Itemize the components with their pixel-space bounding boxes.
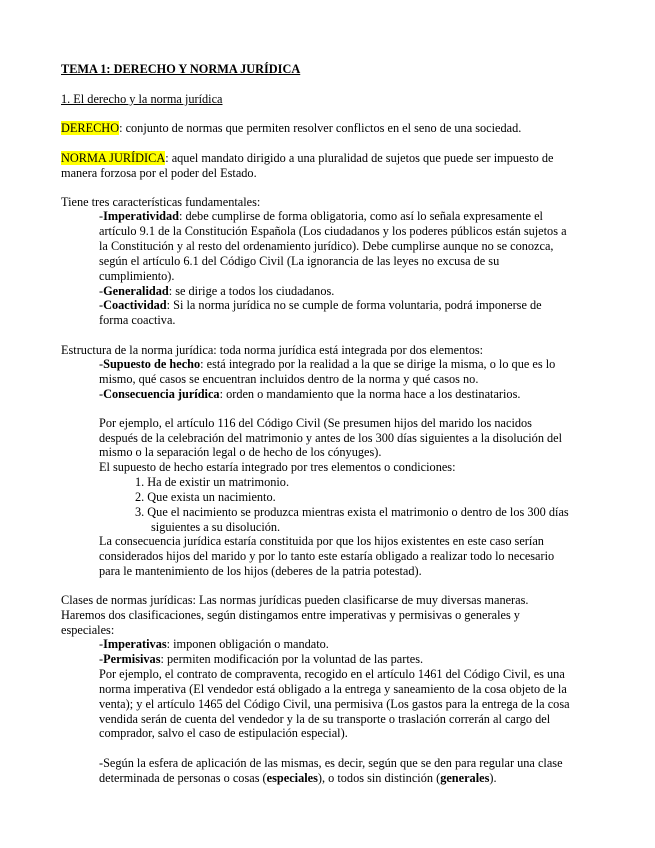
coactividad-line2: forma coactiva. <box>99 313 176 327</box>
clases-ejemplo-line3: venta); y el artículo 1465 del Código Civil, una permisiva (Los gastos para la entrega de la cosa <box>99 697 570 711</box>
imperatividad-line1: -Imperatividad: debe cumplirse de forma obligatoria, como así lo señala expresamente el <box>99 209 543 223</box>
highlight-derecho: DERECHO <box>61 121 120 135</box>
generalidad-line: -Generalidad: se dirige a todos los ciudadanos. <box>99 284 335 298</box>
clases-ejemplo-line2: norma imperativa (El vendedor está obligado a la entrega y saneamiento de la cosa objeto de la <box>99 682 567 696</box>
definition-norma-line1: NORMA JURÍDICA: aquel mandato dirigido a una pluralidad de sujetos que puede ser impuesto de <box>61 151 554 165</box>
ejemplo-line3: mismo o la separación legal o de hecho de los cónyuges). <box>99 445 382 459</box>
list-item: 3. Que el nacimiento se produzca mientras exista el matrimonio o dentro de los 300 días <box>135 505 569 519</box>
caracteristicas-intro: Tiene tres características fundamentales: <box>61 195 261 209</box>
imperativas-line: -Imperativas: imponen obligación o mandato. <box>99 637 329 651</box>
definition-norma-line2: manera forzosa por el poder del Estado. <box>61 166 257 180</box>
consecuencia-ejemplo-line3: para le mantenimiento de los hijos (deberes de la patria potestad). <box>99 564 422 578</box>
clases-line3: especiales: <box>61 623 115 637</box>
clases-ejemplo-line5: comprador, salvo el caso de estipulación especial). <box>99 726 348 740</box>
list-item-continuation: siguientes a su disolución. <box>151 520 281 534</box>
clases-line2: Haremos dos clasificaciones, según distingamos entre imperativas y permisivas o generales y <box>61 608 520 622</box>
imperatividad-line4: según el artículo 6.1 del Código Civil (La ignorancia de las leyes no excusa de su <box>99 254 500 268</box>
list-item: 1. Ha de existir un matrimonio. <box>135 475 290 489</box>
consecuencia-ejemplo-line2: considerados hijos del marido y por lo tanto este estaría obligado a realizar todo lo necesario <box>99 549 555 563</box>
section-heading: 1. El derecho y la norma jurídica <box>61 92 223 106</box>
supuesto-line2: mismo, qué casos se encuentran incluidos dentro de la norma y qué casos no. <box>99 372 479 386</box>
definition-derecho: DERECHO: conjunto de normas que permiten resolver conflictos en el seno de una sociedad. <box>61 121 522 135</box>
list-item: 2. Que exista un nacimiento. <box>135 490 276 504</box>
ejemplo-line4: El supuesto de hecho estaría integrado por tres elementos o condiciones: <box>99 460 456 474</box>
document-title: TEMA 1: DERECHO Y NORMA JURÍDICA <box>61 62 301 76</box>
imperatividad-line5: cumplimiento). <box>99 269 175 283</box>
ejemplo-line1: Por ejemplo, el artículo 116 del Código Civil (Se presumen hijos del marido los nacidos <box>99 416 532 430</box>
imperatividad-line2: artículo 9.1 de la Constitución Española (Los ciudadanos y los poderes públicos están sujetos a <box>99 224 567 238</box>
estructura-intro: Estructura de la norma jurídica: toda norma jurídica está integrada por dos elementos: <box>61 343 484 357</box>
supuesto-line1: -Supuesto de hecho: está integrado por la realidad a la que se dirige la misma, o lo que es lo <box>99 357 556 371</box>
clases-ejemplo-line1: Por ejemplo, el contrato de compraventa, recogido en el artículo 1461 del Código Civil, es una <box>99 667 565 681</box>
highlight-norma-juridica: NORMA JURÍDICA <box>61 151 166 165</box>
consecuencia-ejemplo-line1: La consecuencia jurídica estaría constituida por que los hijos existentes en este caso serían <box>99 534 544 548</box>
consecuencia-line: -Consecuencia jurídica: orden o mandamiento que la norma hace a los destinatarios. <box>99 387 521 401</box>
imperatividad-line3: la Constitución y al resto del ordenamiento jurídico). Debe cumplirse aunque no se conozca, <box>99 239 554 253</box>
clases-line1: Clases de normas jurídicas: Las normas jurídicas pueden clasificarse de muy diversas maneras. <box>61 593 529 607</box>
esfera-line1: -Según la esfera de aplicación de las mismas, es decir, según que se den para regular una clase <box>99 756 563 770</box>
clases-ejemplo-line4: vendida serán de cuenta del vendedor y la de su transporte o traslación correrán al cargo del <box>99 712 551 726</box>
permisivas-line: -Permisivas: permiten modificación por la voluntad de las partes. <box>99 652 424 666</box>
ejemplo-line2: después de la celebración del matrimonio y antes de los 300 días siguientes a la disolución del <box>99 431 563 445</box>
coactividad-line1: -Coactividad: Si la norma jurídica no se cumple de forma voluntaria, podrá imponerse de <box>99 298 542 312</box>
esfera-line2: determinada de personas o cosas (especiales), o todos sin distinción (generales). <box>99 771 497 785</box>
